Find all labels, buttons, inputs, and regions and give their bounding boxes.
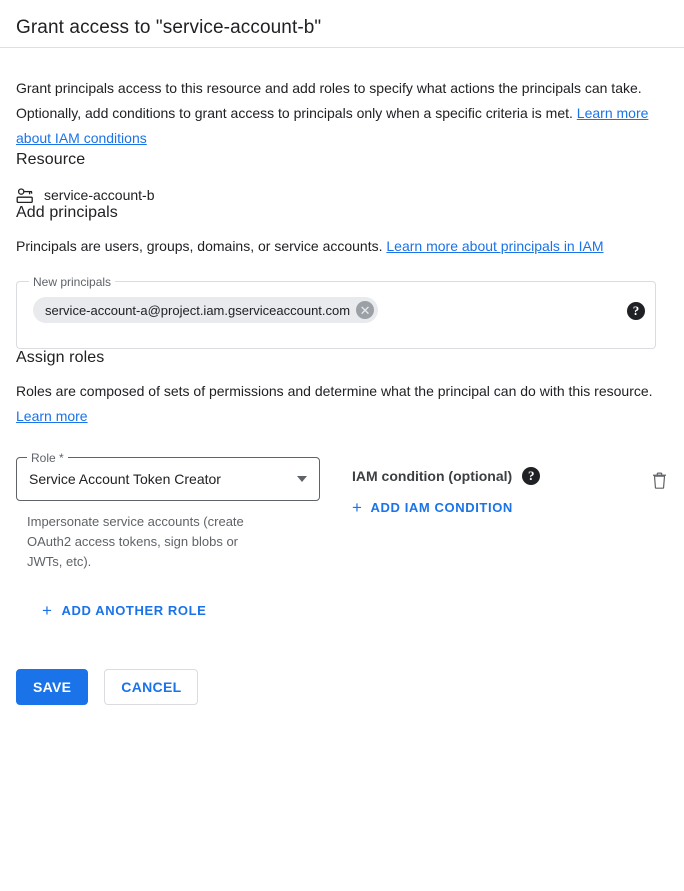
principals-description: [16, 234, 664, 259]
help-icon[interactable]: ?: [627, 302, 645, 320]
delete-role-column: [651, 457, 668, 494]
role-selected-value: Service Account Token Creator: [29, 471, 221, 487]
dialog-header: [0, 0, 684, 48]
service-account-icon: [16, 186, 34, 204]
role-select[interactable]: [16, 451, 320, 501]
iam-conditions-link[interactable]: Learn more about IAM conditions: [16, 105, 649, 146]
iam-condition-column: [352, 457, 599, 518]
resource-heading: Resource: [16, 151, 86, 168]
page-title: Grant access to "service-account-b": [16, 17, 322, 38]
roles-description-text: Roles are composed of sets of permissions and determine what the principal can do with this resource.: [16, 383, 653, 399]
roles-learn-more-link[interactable]: Learn more: [16, 408, 88, 424]
role-label: Role *: [27, 450, 68, 466]
intro-text: [16, 76, 666, 151]
add-principals-heading: Add principals: [16, 204, 118, 221]
iam-condition-label-row: [352, 467, 599, 485]
cancel-button[interactable]: CANCEL: [104, 669, 198, 705]
resource-name: service-account-b: [44, 187, 155, 203]
save-button[interactable]: SAVE: [16, 669, 88, 705]
assign-roles-heading: Assign roles: [16, 349, 105, 366]
role-column: [16, 451, 320, 572]
principal-chip-label: service-account-a@project.iam.gserviceaccount.com: [45, 302, 351, 318]
add-iam-condition-label: ADD IAM CONDITION: [370, 500, 513, 515]
plus-icon: +: [42, 601, 53, 620]
new-principals-label: New principals: [29, 274, 115, 290]
trash-icon[interactable]: [651, 474, 668, 493]
principals-description-text: Principals are users, groups, domains, or service accounts.: [16, 238, 387, 254]
dialog-actions: [16, 669, 668, 705]
intro-paragraph: Grant principals access to this resource and add roles to specify what actions the principals can take. Optionally, add conditions to grant access to principals only when a specific criteria is met.: [16, 80, 642, 121]
plus-icon: +: [352, 498, 363, 517]
principals-in-iam-link[interactable]: Learn more about principals in IAM: [386, 238, 604, 254]
resource-row: [16, 186, 668, 204]
chevron-down-icon[interactable]: [297, 476, 307, 482]
new-principals-field[interactable]: [16, 275, 656, 349]
roles-description: [16, 379, 664, 429]
principal-chip[interactable]: [33, 297, 378, 323]
add-iam-condition-button[interactable]: [352, 499, 513, 516]
iam-condition-label: IAM condition (optional): [352, 468, 513, 484]
add-another-role-button[interactable]: [42, 602, 206, 619]
role-assignment-row: [16, 451, 668, 572]
add-another-role-label: ADD ANOTHER ROLE: [61, 603, 207, 618]
close-icon[interactable]: ✕: [356, 301, 374, 319]
dialog-body: [0, 76, 684, 705]
help-icon[interactable]: ?: [522, 467, 540, 485]
role-help-text: Impersonate service accounts (create OAuth2 access tokens, sign blobs or JWTs, etc).: [27, 514, 244, 569]
